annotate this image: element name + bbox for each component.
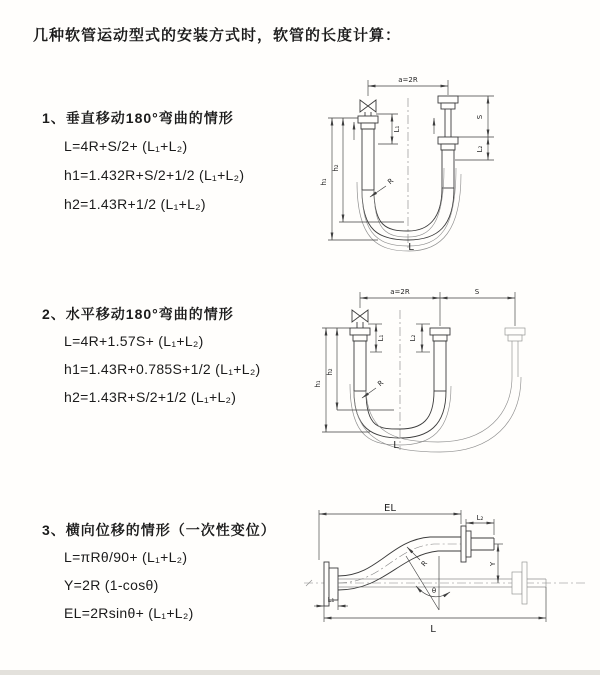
section-1-heading: 1、垂直移动180°弯曲的情形 (42, 110, 234, 126)
radius-leader (362, 379, 385, 398)
dim-h-outer-label: h₁ (320, 178, 328, 186)
section-2-formula-h1: h1=1.43R+0.785S+1/2 (L₁+L₂) (64, 361, 261, 377)
vertical-move-180-bend-drawing (312, 70, 598, 255)
dim-y-label: Y (489, 561, 497, 567)
dim-fit-right-label: L₂ (476, 145, 484, 153)
section-3-formula-L: L=πRθ/90+ (L₁+L₂) (64, 549, 188, 565)
dim-el-label: EL (384, 503, 396, 514)
radius-leader (407, 547, 429, 568)
section-1-formula-h2: h2=1.43R+1/2 (L₁+L₂) (64, 196, 206, 212)
dim-fit-right-label: L₂ (409, 334, 417, 342)
dim-h-outer-label: h₁ (314, 380, 322, 388)
upper-flange (461, 526, 494, 562)
moved-pipe (505, 328, 525, 377)
lateral-displacement-drawing (298, 500, 600, 650)
dim-h-inner-label: h₂ (332, 164, 340, 172)
section-2-formula-L: L=4R+1.57S+ (L₁+L₂) (64, 333, 204, 349)
radius-label: R (419, 559, 430, 569)
left-pipe (350, 322, 370, 391)
dim-span-label: a=2R (398, 76, 418, 84)
dim-fittings (368, 324, 430, 352)
valve-icon (360, 100, 376, 112)
section-3-formula-Y: Y=2R (1-cosθ) (64, 577, 159, 593)
section-3-formula-EL: EL=2Rsinθ+ (L₁+L₂) (64, 605, 194, 621)
dim-stroke (455, 96, 494, 160)
section-1-formula-L: L=4R+S/2+ (L₁+L₂) (64, 138, 188, 154)
section-2-heading: 2、水平移动180°弯曲的情形 (42, 306, 234, 322)
dim-h-inner-label: h₂ (326, 368, 334, 376)
dim-fit-top-label: L₂ (476, 514, 484, 522)
center-axis (304, 580, 588, 586)
valve-icon (352, 310, 368, 322)
section-2-formula-h2: h2=1.43R+S/2+1/2 (L₁+L₂) (64, 389, 237, 405)
right-pipe (434, 96, 458, 188)
dim-stroke-label: S (476, 114, 484, 120)
page-title: 几种软管运动型式的安装方式时，软管的长度计算： (33, 27, 402, 44)
dim-length-label: L (408, 242, 414, 253)
dim-fit-left (376, 114, 401, 144)
section-3-heading: 3、横向位移的情形（一次性变位） (42, 522, 276, 538)
dim-span-and-stroke (360, 288, 515, 326)
left-pipe (354, 112, 378, 190)
horizontal-move-180-bend-drawing (310, 282, 600, 460)
dim-span (368, 76, 448, 96)
dim-length-label: L (430, 624, 436, 635)
angle-label: θ (431, 587, 437, 595)
radius-label: R (376, 378, 386, 389)
radius-label: R (386, 176, 396, 187)
hose-s-curve (338, 537, 461, 590)
dim-fit-left-label: L₁ (327, 596, 335, 604)
dim-stroke-label: S (474, 288, 480, 296)
dim-length-label: L (393, 440, 399, 451)
dim-span-label: a=2R (390, 288, 410, 296)
section-1-formula-h1: h1=1.432R+S/2+1/2 (L₁+L₂) (64, 167, 245, 183)
dim-el (319, 503, 461, 560)
middle-pipe (430, 328, 450, 391)
dim-fit-left-label: L₁ (393, 125, 401, 133)
scan-edge (0, 670, 600, 675)
dim-fit-left-label: L₁ (377, 334, 385, 342)
